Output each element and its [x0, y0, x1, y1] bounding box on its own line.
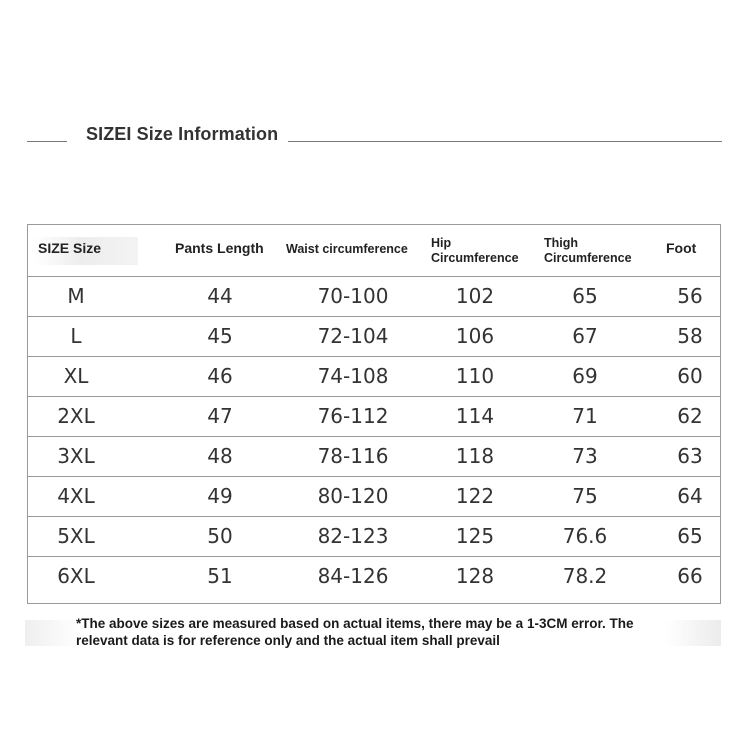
- cell-pants-length: 51: [207, 564, 233, 588]
- heading-rule-left: [27, 141, 67, 142]
- table-row: [28, 476, 720, 517]
- col-header-hip: [431, 236, 519, 266]
- cell-thigh: 76.6: [562, 524, 608, 548]
- cell-waist: 82-123: [317, 524, 389, 548]
- cell-foot: 64: [677, 484, 703, 508]
- cell-foot: 56: [677, 284, 703, 308]
- table-row: [28, 516, 720, 557]
- note-line-1: *The above sizes are measured based on actual items, there may be a 1-3CM error. The: [76, 616, 634, 631]
- cell-thigh: 78.2: [562, 564, 608, 588]
- cell-waist: 72-104: [317, 324, 389, 348]
- col-header-thigh-line1: Thigh: [544, 236, 579, 250]
- cell-hip: 122: [455, 484, 495, 508]
- cell-pants-length: 48: [207, 444, 233, 468]
- table-row: [28, 396, 720, 437]
- table-row: [28, 276, 720, 317]
- cell-size: XL: [63, 364, 89, 388]
- cell-hip: 114: [455, 404, 495, 428]
- size-table: [27, 224, 721, 604]
- cell-size: L: [70, 324, 82, 348]
- cell-hip: 106: [455, 324, 495, 348]
- cell-waist: 76-112: [317, 404, 389, 428]
- cell-pants-length: 46: [207, 364, 233, 388]
- cell-hip: 128: [455, 564, 495, 588]
- cell-pants-length: 44: [207, 284, 233, 308]
- cell-foot: 63: [677, 444, 703, 468]
- cell-pants-length: 49: [207, 484, 233, 508]
- col-header-waist: Waist circumference: [286, 242, 408, 256]
- note-line-2: relevant data is for reference only and the actual item shall prevail: [76, 633, 500, 648]
- table-row: [28, 356, 720, 397]
- cell-waist: 70-100: [317, 284, 389, 308]
- cell-foot: 58: [677, 324, 703, 348]
- cell-hip: 118: [455, 444, 495, 468]
- section-heading: [0, 124, 750, 148]
- cell-size: 2XL: [57, 404, 95, 428]
- col-header-hip-line2: Circumference: [431, 251, 519, 265]
- cell-waist: 80-120: [317, 484, 389, 508]
- cell-thigh: 75: [572, 484, 598, 508]
- cell-thigh: 69: [572, 364, 598, 388]
- page-title: SIZEI Size Information: [86, 124, 279, 144]
- cell-pants-length: 50: [207, 524, 233, 548]
- cell-pants-length: 45: [207, 324, 233, 348]
- cell-hip: 102: [455, 284, 495, 308]
- col-header-foot: Foot: [666, 240, 697, 256]
- table-header-row: [28, 225, 720, 277]
- col-header-thigh-line2: Circumference: [544, 251, 632, 265]
- cell-pants-length: 47: [207, 404, 233, 428]
- cell-foot: 66: [677, 564, 703, 588]
- cell-hip: 110: [455, 364, 495, 388]
- cell-hip: 125: [455, 524, 495, 548]
- table-row: [28, 436, 720, 477]
- cell-waist: 78-116: [317, 444, 389, 468]
- table-row: [28, 316, 720, 357]
- cell-thigh: 73: [572, 444, 598, 468]
- cell-size: M: [67, 284, 85, 308]
- heading-rule-right: [288, 141, 722, 142]
- col-header-size: SIZE Size: [38, 240, 102, 256]
- cell-size: 5XL: [57, 524, 95, 548]
- cell-thigh: 71: [572, 404, 598, 428]
- col-header-pants-length: Pants Length: [175, 240, 264, 256]
- cell-thigh: 67: [572, 324, 598, 348]
- cell-foot: 65: [677, 524, 703, 548]
- cell-waist: 74-108: [317, 364, 389, 388]
- cell-foot: 62: [677, 404, 703, 428]
- cell-size: 6XL: [57, 564, 95, 588]
- cell-waist: 84-126: [317, 564, 389, 588]
- col-header-hip-line1: Hip: [431, 236, 452, 250]
- cell-thigh: 65: [572, 284, 598, 308]
- cell-foot: 60: [677, 364, 703, 388]
- cell-size: 4XL: [57, 484, 95, 508]
- table-row: [28, 556, 720, 596]
- col-header-thigh: [544, 236, 632, 266]
- measurement-note: [76, 615, 696, 649]
- cell-size: 3XL: [57, 444, 95, 468]
